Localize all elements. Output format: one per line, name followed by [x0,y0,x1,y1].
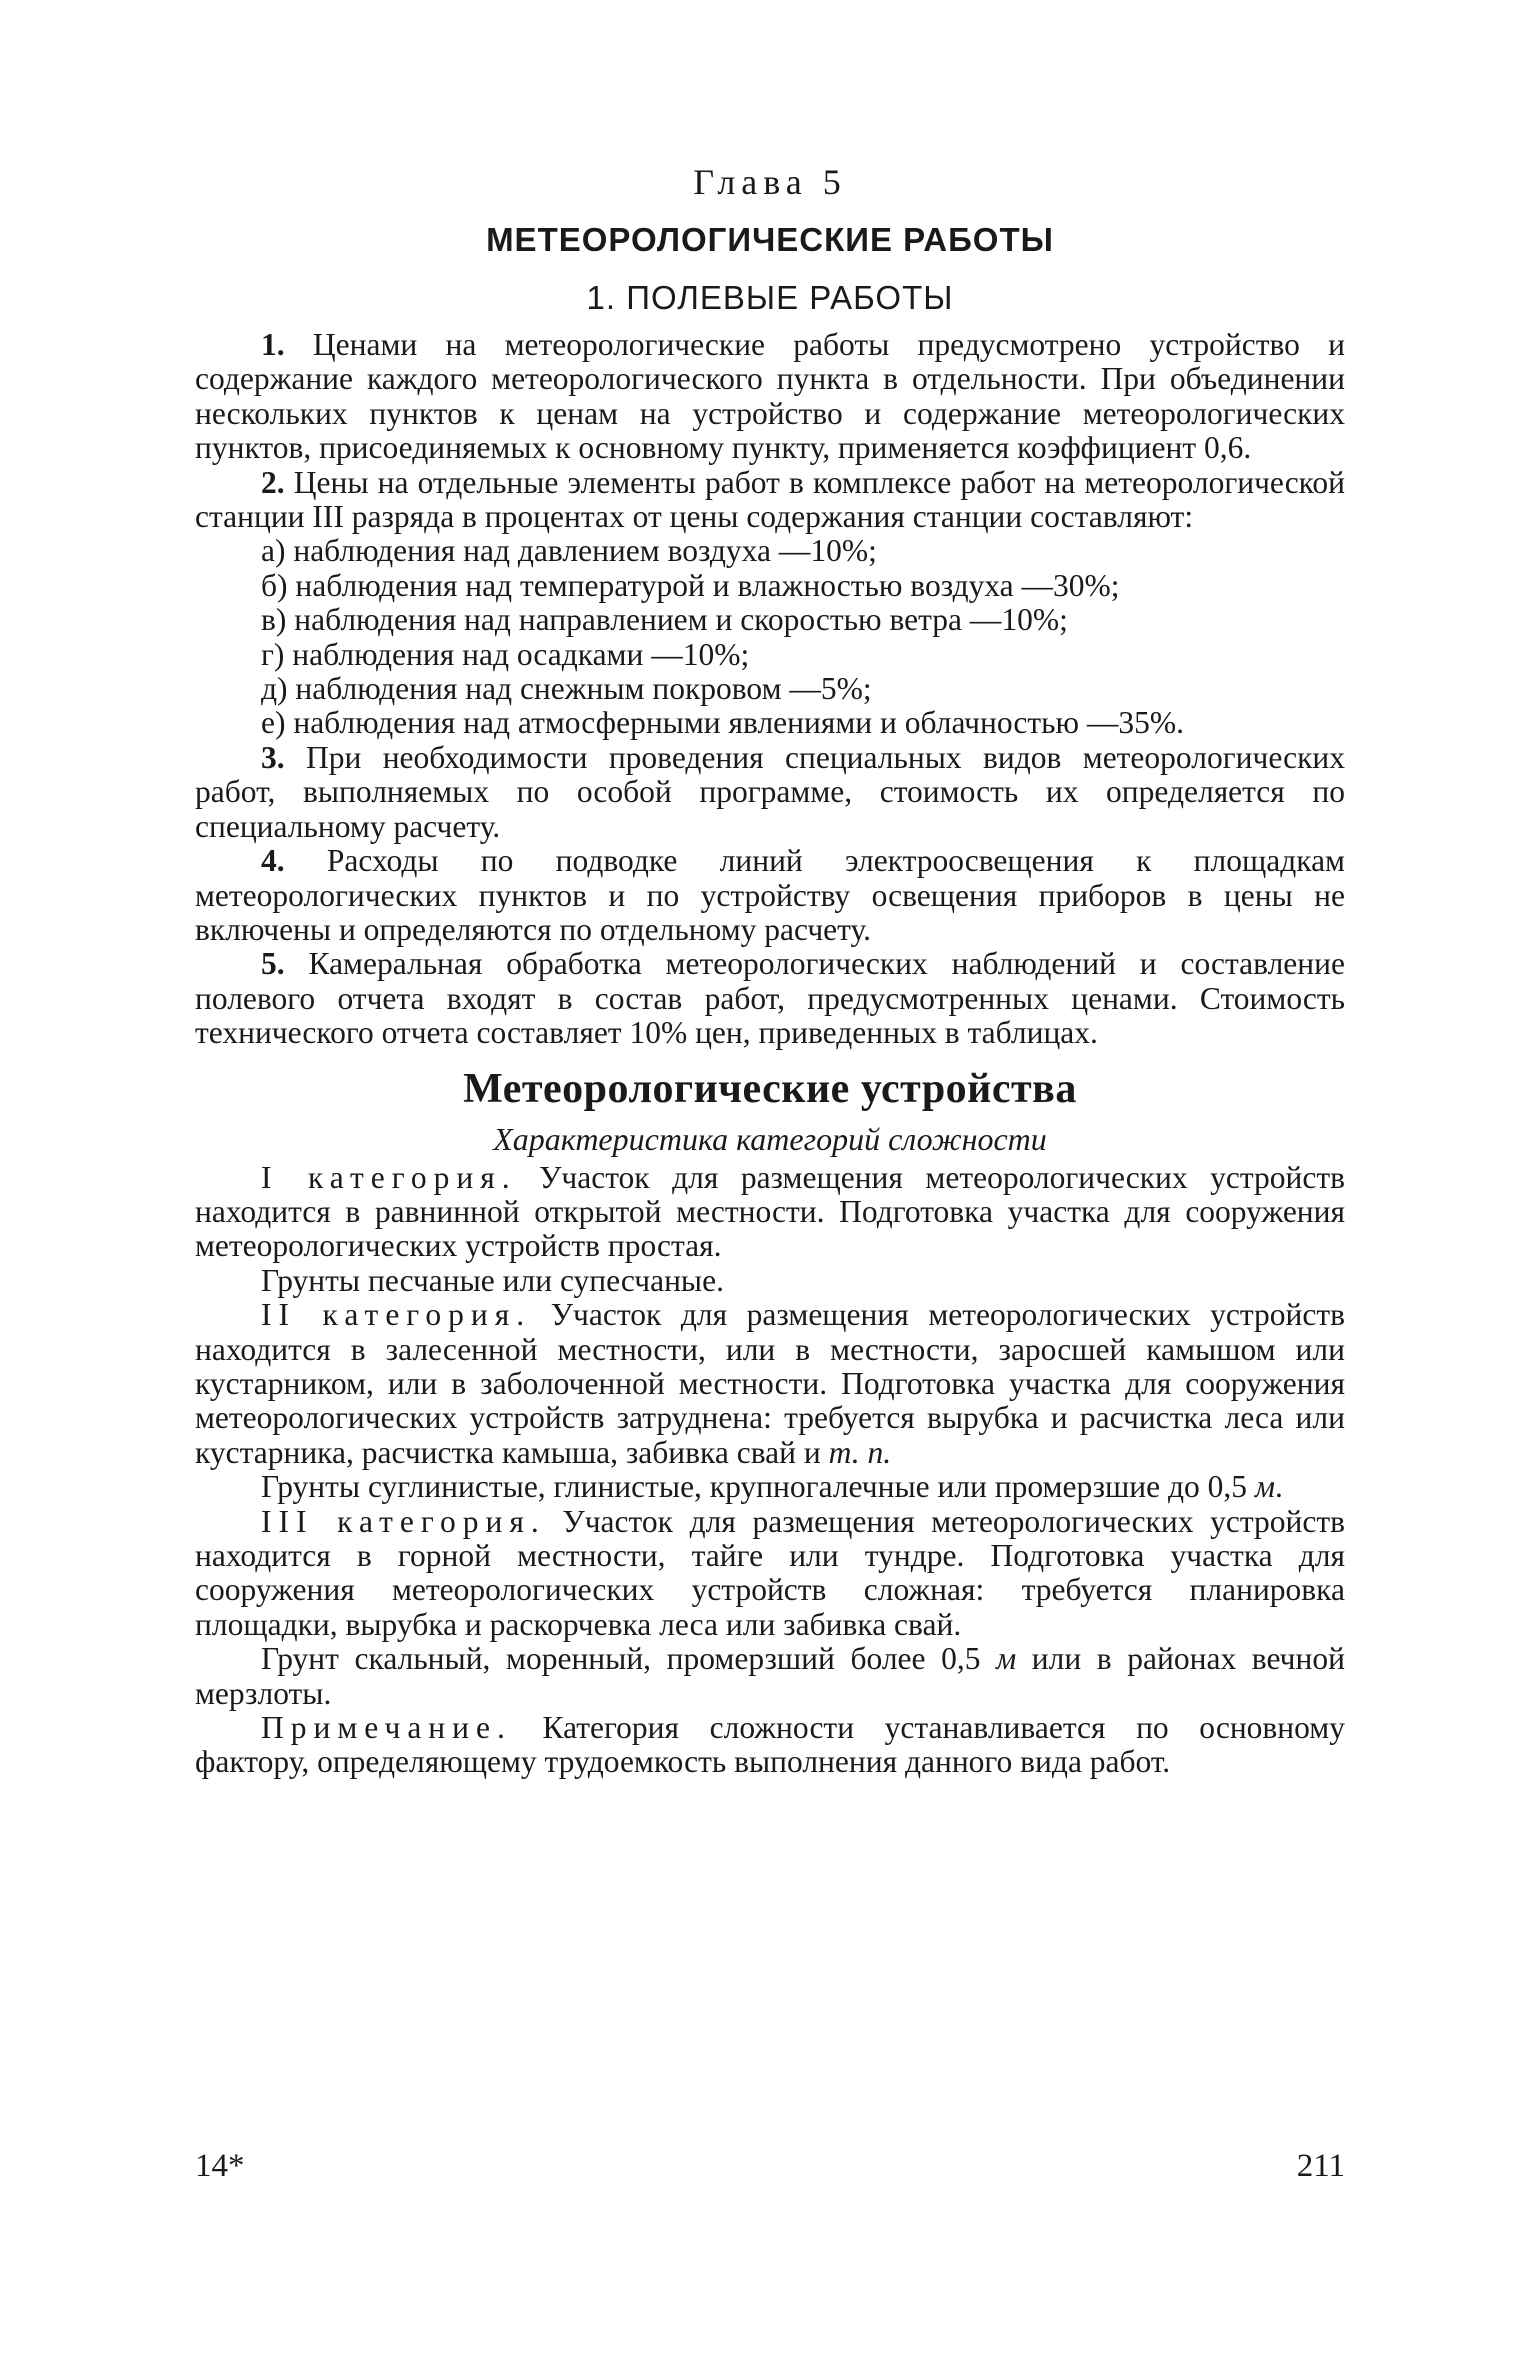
paragraph-number: 1. [261,327,285,362]
category-label: I категория. [261,1159,517,1195]
paragraph-number: 5. [261,946,285,982]
paragraph-text: Камеральная обработка метеорологических наблюдений и составление полевого отчета входят в состав работ, предусмотренных ценами. Стоимость технического отчета составляет 10% цен, приведенных в таблицах. [195,946,1345,1051]
list-item: в) наблюдения над направлением и скоростью ветра —10%; [261,602,1068,638]
unit: м [996,1641,1017,1677]
paragraph-4 [195,844,1345,947]
category-label: II категория. [261,1297,532,1333]
paragraph-2 [195,466,1345,535]
paragraph-number: 3. [261,739,285,775]
category-label: III категория. [261,1503,546,1539]
note [195,1711,1345,1780]
paragraph-text: Ценами на метеорологические работы предусмотрено устройство и содержание каждого метеорологического пункта в отдельности. При объединении нескольких пунктов к ценам на устройство и содержание метеорологических пунктов, присоединяемых к основному пункту, применяется коэффициент 0,6. [195,327,1345,466]
list-item: а) наблюдения над давлением воздуха —10%; [261,533,877,569]
category-text: Участок для размещения метеорологических устройств находится в равнинной открытой местности. Подготовка участка для сооружения метеорологических устройств простая. [195,1159,1346,1264]
list-item: е) наблюдения над атмосферными явлениями и облачностью —35%. [261,705,1185,741]
soil-end: . [1275,1469,1283,1505]
paragraph-text: Цены на отдельные элементы работ в комплексе работ на метеорологической станции III разряда в процентах от цены содержания станции составляют: [195,464,1345,535]
category-text: Участок для размещения метеорологических устройств находится в горной местности, тайге или тундре. Подготовка участка для сооружения метеорологических устройств сложная: требуется планировка площадки, вырубка и раскорчевка леса или забивка свай. [195,1503,1345,1642]
list-item: г) наблюдения над осадками —10%; [261,636,750,672]
paragraph-3 [195,741,1345,844]
category-abbr: т. п. [828,1434,892,1470]
soil-text: Грунт скальный, моренный, промерзший более 0,5 [261,1641,997,1677]
page-footer [195,2148,1345,2185]
category-3 [195,1505,1345,1643]
chapter-title: МЕТЕОРОЛОГИЧЕСКИЕ РАБОТЫ [486,221,1054,258]
category-1-soil: Грунты песчаные или супесчаные. [261,1262,724,1298]
subsection-title: Метеорологические устройства [463,1065,1077,1112]
note-label: Примечание. [261,1710,512,1746]
chapter-heading: Глава 5 [693,162,847,202]
paragraph-5 [195,947,1345,1050]
category-1 [195,1161,1345,1264]
paragraph-1 [195,328,1345,466]
note-text: Категория сложности устанавливается по основному фактору, определяющему трудоемкость выполнения данного вида работ. [195,1710,1345,1780]
category-2 [195,1298,1345,1470]
page-content [195,160,1345,1780]
category-2-soil [195,1470,1345,1504]
page-number: 211 [1296,2148,1345,2184]
paragraph-number: 4. [261,843,285,879]
unit: м [1254,1469,1276,1505]
section-title: 1. ПОЛЕВЫЕ РАБОТЫ [586,279,954,316]
list-item: б) наблюдения над температурой и влажностью воздуха —30%; [261,567,1120,603]
subsection-subtitle: Характеристика категорий сложности [493,1120,1047,1157]
paragraph-number: 2. [261,464,285,500]
soil-text: Грунты суглинистые, глинистые, крупногалечные или промерзшие до 0,5 [261,1469,1255,1505]
paragraph-text: Расходы по подводке линий электроосвещения к площадкам метеорологических пунктов и по устройству освещения приборов в цены не включены и определяются по отдельному расчету. [195,843,1345,947]
category-text: Участок для размещения метеорологических устройств находится в залесенной местности, или в местности, заросшей камышом или кустарником, или в заболоченной местности. Подготовка участка для сооружения метеорологических устройств затруднена: требуется вырубка и расчистка леса или кустарника, расчистка камыша, забивка свай и [195,1297,1346,1470]
paragraph-text: При необходимости проведения специальных видов метеорологических работ, выполняемых по особой программе, стоимость их определяется по специальному расчету. [195,739,1345,844]
soil-text-end: или в районах вечной мерзлоты. [195,1641,1345,1711]
list-item: д) наблюдения над снежным покровом —5%; [261,671,872,707]
category-3-soil [195,1642,1345,1711]
signature-mark: 14* [195,2148,245,2184]
